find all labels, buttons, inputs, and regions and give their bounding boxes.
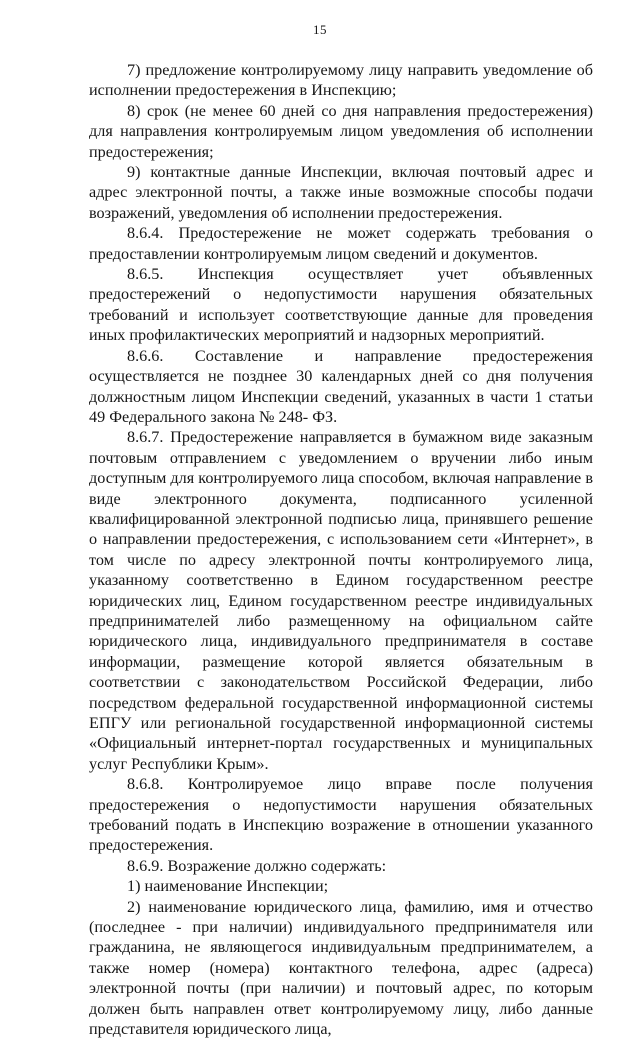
paragraph-8-6-6: 8.6.6. Составление и направление предостережения осуществляется не позднее 30 календарных дней со дня получения должностным лицом Инспекции сведений, указанных в части 1 статьи 49 Федерального закона № 248- ФЗ. <box>89 346 593 426</box>
document-body <box>89 60 593 1040</box>
paragraph-8-6-4: 8.6.4. Предостережение не может содержать требования о предоставлении контролируемым лицом сведений и документов. <box>89 224 593 263</box>
paragraph-item-8: 8) срок (не менее 60 дней со дня направления предостережения) для направления контролируемым лицом уведомления об исполнении предостережения; <box>89 101 593 161</box>
paragraph-item-7: 7) предложение контролируемому лицу направить уведомление об исполнении предостережения в Инспекцию; <box>89 61 593 100</box>
paragraph-item-9: 9) контактные данные Инспекции, включая почтовый адрес и адрес электронной почты, а также иные возможные способы подачи возражений, уведомления об исполнении предостережения. <box>89 163 593 222</box>
paragraph-list-item-2: 2) наименование юридического лица, фамилию, имя и отчество (последнее - при наличии) индивидуального предпринимателя или гражданина, не являющегося индивидуальным предпринимателем, а также номер (номера) контактного телефона, адрес (адреса) электронной почты (при наличии) и почтовый адрес, по которым должен быть направлен ответ контролируемому лицу, либо данные представителя юридического лица, <box>89 897 593 1039</box>
paragraph-8-6-5: 8.6.5. Инспекция осуществляет учет объявленных предостережений о недопустимости нарушения обязательных требований и использует соответствующие данные для проведения иных профилактических мероприятий и надзорных мероприятий. <box>89 265 593 345</box>
page-number: 15 <box>313 22 327 37</box>
paragraph-8-6-9: 8.6.9. Возражение должно содержать: <box>127 856 387 875</box>
paragraph-8-6-8: 8.6.8. Контролируемое лицо вправе после получения предостережения о недопустимости нарушения обязательных требований подать в Инспекцию возражение в отношении указанного предостережения. <box>89 775 593 855</box>
paragraph-list-item-1: 1) наименование Инспекции; <box>127 877 329 896</box>
paragraph-8-6-7: 8.6.7. Предостережение направляется в бумажном виде заказным почтовым отправлением с уведомлением о вручении либо иным доступным для контролируемого лица способом, включая направление в виде электронного документа, подписанного усиленной квалифицированной электронной подписью лица, принявшего решение о направлении предостережения, с использованием сети «Интернет», в том числе по адресу электронной почты контролируемого лица, указанному соответственно в Едином государственном реестре юридических лиц, Едином государственном реестре индивидуальных предпринимателей либо размещенному на официальном сайте юридического лица, индивидуального предпринимателя в составе информации, размещение которой является обязательным в соответствии с законодательством Российской Федерации, либо посредством федеральной государственной информационной системы ЕПГУ или региональной государственной информационной системы «Официальный интернет-портал государственных и муниципальных услуг Республики Крым». <box>89 428 593 773</box>
